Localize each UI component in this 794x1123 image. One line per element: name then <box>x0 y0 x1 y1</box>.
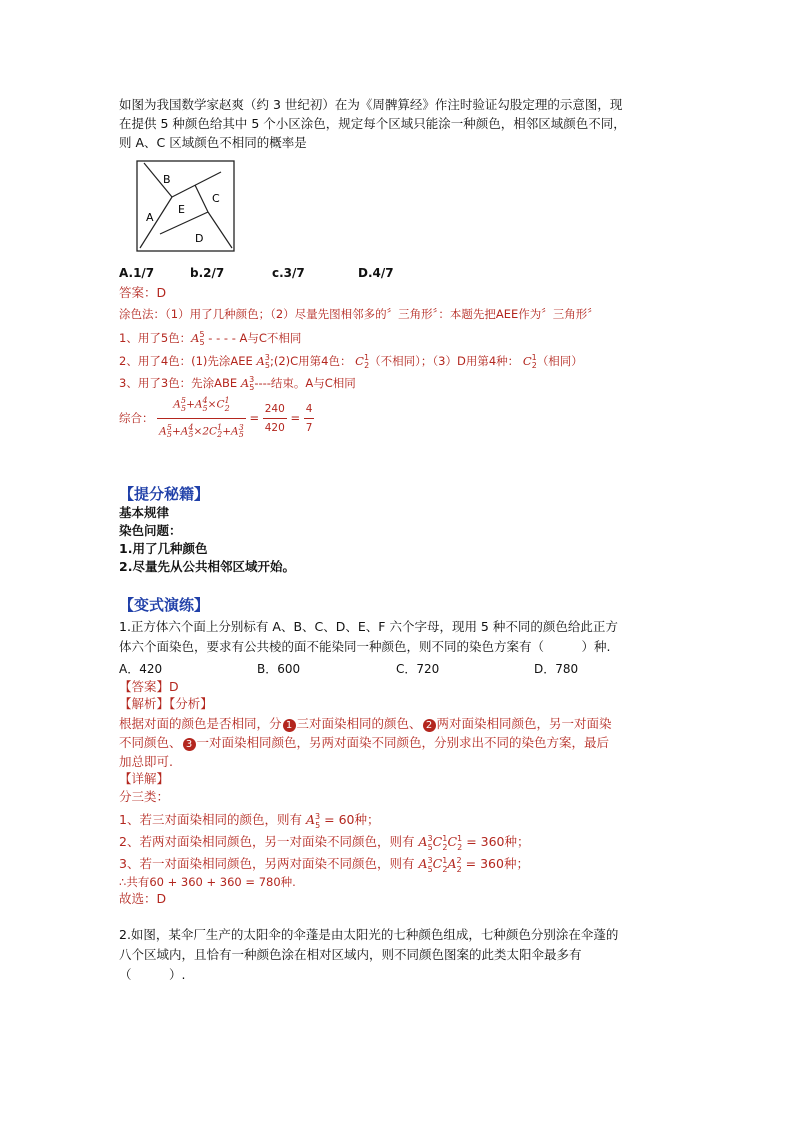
q1-detail-tag: 【详解】 <box>119 771 170 786</box>
q1-line-2: 体六个面染色，要求有公共棱的面不能染同一种颜色，则不同的染色方案有（ ）种. <box>119 639 611 654</box>
answer-line: 答案：D <box>119 285 167 300</box>
region-label-e: E <box>178 203 185 216</box>
method-line: 涂色法：（1）用了几种颜色；（2）尽量先图相邻多的〞三角形〞：本题先把AEE作为〞三角形〞 <box>119 307 599 321</box>
problem-line-2: 在提供 5 种颜色给其中 5 个小区涂色，规定每个区域只能涂一种颜色，相邻区域颜色不同， <box>119 116 626 131</box>
q2-line-1: 2.如图，某伞厂生产的太阳伞的伞蓬是由太阳光的七种颜色组成，七种颜色分别涂在伞蓬的 <box>119 927 619 942</box>
case-1: 1、用了5色：$A^5_5$ - - - - A与C不相同 <box>119 330 302 348</box>
q1-detail-0: 分三类： <box>119 789 170 804</box>
q1-detail-5: 故选：D <box>119 891 167 906</box>
tips-item-1: 1.用了几种颜色 <box>119 541 208 556</box>
tips-subtitle: 染色问题： <box>119 523 182 538</box>
q1-detail-4: ∴共有60 + 360 + 360 = 780种. <box>119 875 296 889</box>
combined-formula: 综合： $\frac{A^5_5+A^4_5\times C^1_2}{A^5_5+A^4_5\times 2C^1_2+A^3_5}$ = $\frac{240}{420}$ = $\frac{4}{7}$ <box>119 392 314 444</box>
tips-title: 基本规律 <box>119 505 170 520</box>
circled-number-1: 1 <box>283 719 296 732</box>
zhao-shuang-figure <box>136 160 236 255</box>
q2-line-3: （ ）. <box>119 967 186 982</box>
region-label-b: B <box>163 173 171 186</box>
region-label-a: A <box>146 211 154 224</box>
problem-line-3: 则 A、C 区域颜色不相同的概率是 <box>119 135 307 150</box>
case-2: 2、用了4色：(1)先涂AEE $A^3_5;(2)C$用第4色： $C^1_2$（不相同）；（3）D用第4种： $C^1_2$（相同） <box>119 353 583 371</box>
q1-option-b: B．600 <box>257 662 301 676</box>
problem-line-1: 如图为我国数学家赵爽（约 3 世纪初）在为《周髀算经》作注时验证勾股定理的示意图，现 <box>119 97 623 112</box>
circled-number-3: 3 <box>183 738 196 751</box>
option-a: A.1/7 <box>119 266 155 280</box>
case-3: 3、用了3色：先涂ABE $A^3_5----$结束。A与C相同 <box>119 375 356 393</box>
option-d: D.4/7 <box>358 266 394 280</box>
q1-line-1: 1.正方体六个面上分别标有 A、B、C、D、E、F 六个字母，现用 5 种不同的颜色给此正方 <box>119 619 618 634</box>
q1-analysis-line-2: 不同颜色、 3 一对面染相同颜色，另两对面染不同颜色，分别求出不同的染色方案，最后 <box>119 735 610 750</box>
q1-option-a: A．420 <box>119 662 163 676</box>
practice-heading: 【变式演练】 <box>119 596 210 614</box>
option-c: c.3/7 <box>272 266 305 280</box>
q2-line-2: 八个区域内，且恰有一种颜色涂在相对区域内，则不同颜色图案的此类太阳伞最多有 <box>119 947 582 962</box>
region-label-d: D <box>195 232 204 245</box>
q1-detail-2: 2、若两对面染相同颜色，另一对面染不同颜色，则有 $A^3_5C^1_2C^1_2 = 360$种； <box>119 834 530 852</box>
tips-heading: 【提分秘籍】 <box>119 485 210 503</box>
q1-analysis-line-1: 根据对面的颜色是否相同，分 1 三对面染相同的颜色、 2 两对面染相同颜色，另一对面染 <box>119 716 612 731</box>
q1-detail-3: 3、若一对面染相同颜色，另两对面染不同颜色，则有 $A^3_5C^1_2A^2_2 = 360$种； <box>119 856 529 874</box>
q1-analysis-tag: 【解析】【分析】 <box>119 696 213 711</box>
tips-item-2: 2.尽量先从公共相邻区域开始。 <box>119 559 295 574</box>
q1-detail-1: 1、若三对面染相同的颜色，则有 $A^3_5 = 60$种； <box>119 812 380 830</box>
q1-answer: 【答案】D <box>119 679 179 694</box>
q1-option-c: C．720 <box>396 662 440 676</box>
region-label-c: C <box>212 192 220 205</box>
circled-number-2: 2 <box>423 719 436 732</box>
option-b: b.2/7 <box>190 266 225 280</box>
q1-analysis-line-3: 加总即可. <box>119 754 173 769</box>
q1-option-d: D．780 <box>534 662 579 676</box>
